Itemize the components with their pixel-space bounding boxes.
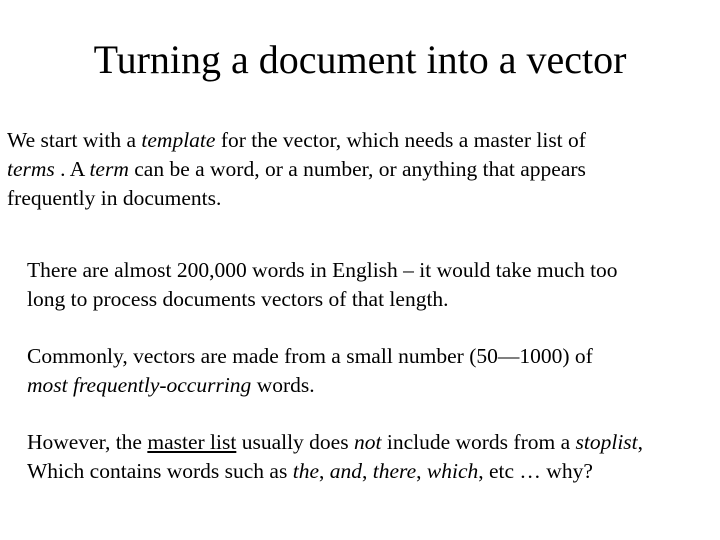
- point-emphasis: most frequently-occurring: [27, 373, 252, 397]
- point-frequent-words: [27, 342, 717, 400]
- intro-emphasis: template: [141, 128, 216, 152]
- intro-line-2: [7, 155, 712, 184]
- point-text: , etc … why?: [478, 459, 593, 483]
- point-emphasis: and: [329, 459, 362, 483]
- point-emphasis: stoplist: [575, 430, 638, 454]
- point-text: ,: [319, 459, 330, 483]
- point-text: include words from a: [381, 430, 576, 454]
- intro-text: for the vector, which needs a master list of: [215, 128, 586, 152]
- point-line: [27, 371, 717, 400]
- point-emphasis: not: [353, 430, 382, 454]
- point-line: Commonly, vectors are made from a small number (50—1000) of: [27, 344, 593, 368]
- point-text: ,: [416, 459, 427, 483]
- intro-text: can be a word, or a number, or anything that appears: [128, 157, 586, 181]
- intro-line-1: [7, 126, 712, 155]
- intro-paragraph: [7, 126, 712, 213]
- master-list-underlined: master list: [147, 430, 237, 454]
- slide-title: Turning a document into a vector: [93, 37, 627, 82]
- intro-text: . A: [54, 157, 90, 181]
- point-line: [27, 428, 717, 457]
- intro-text: We start with a: [7, 128, 142, 152]
- point-text: usually does: [236, 430, 354, 454]
- point-text: ,: [637, 430, 644, 454]
- intro-emphasis: term: [89, 157, 129, 181]
- point-line: long to process documents vectors of that length.: [27, 287, 449, 311]
- intro-line-3: frequently in documents.: [7, 186, 222, 210]
- point-emphasis: the: [292, 459, 319, 483]
- point-text: However, the: [27, 430, 148, 454]
- point-emphasis: there: [372, 459, 417, 483]
- point-stoplist: [27, 428, 717, 486]
- point-vocabulary-size: [27, 256, 717, 314]
- point-text: ,: [362, 459, 373, 483]
- point-line: [27, 457, 717, 486]
- point-emphasis: which: [426, 459, 479, 483]
- point-line: There are almost 200,000 words in English – it would take much too: [27, 258, 618, 282]
- point-text: words.: [251, 373, 315, 397]
- intro-emphasis: terms: [7, 157, 55, 181]
- point-text: Which contains words such as: [27, 459, 293, 483]
